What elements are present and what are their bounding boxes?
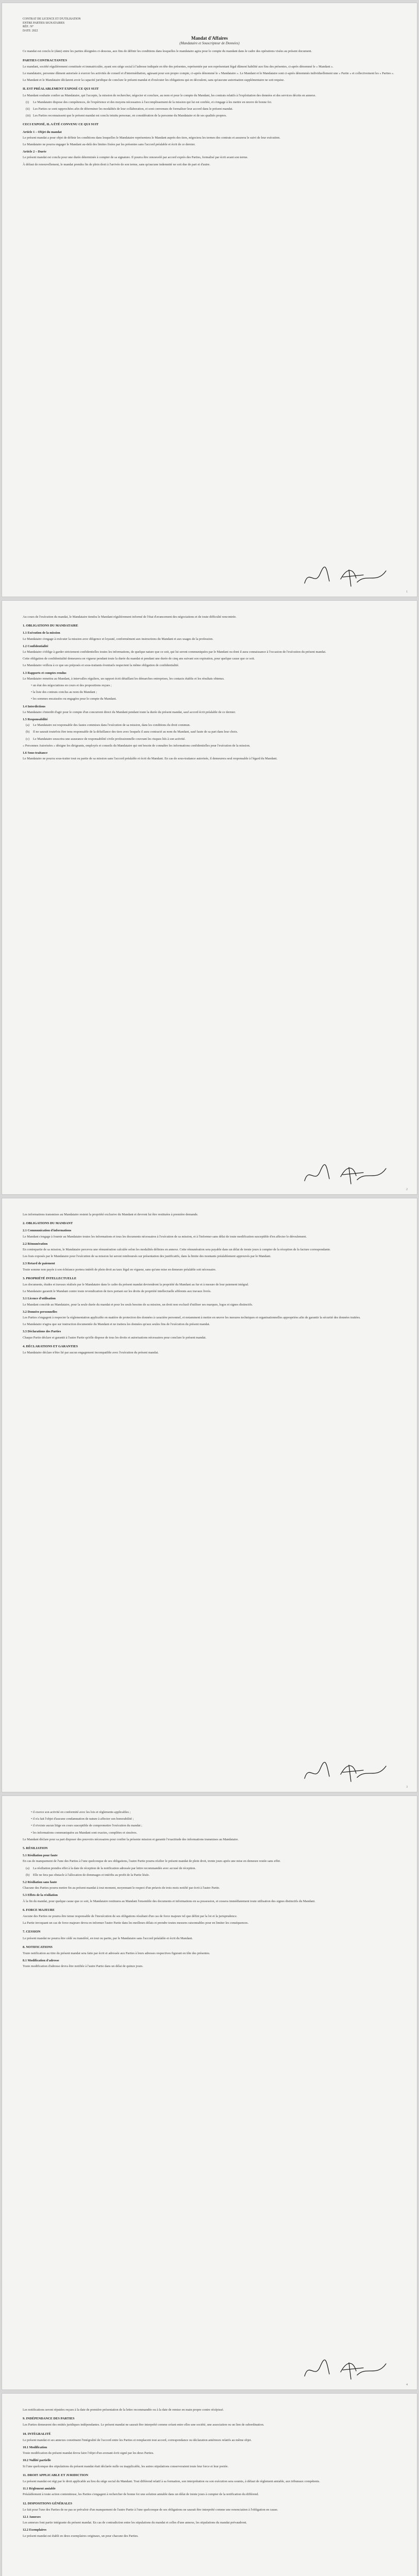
bullet-item: • il n'a fait l'objet d'aucune condamnation de nature à affecter son honorabilité ; (23, 1817, 396, 1821)
document-page-5 (2, 2394, 417, 2576)
page-2-body (23, 615, 396, 761)
paragraph: Toute notification au titre du présent mandat sera faite par écrit et adressée aux Parties à leurs adresses respectives figurant en tête des présentes. (23, 1952, 210, 1956)
initials-stroke (341, 570, 386, 586)
paragraph: Le Mandataire s'oblige à garder strictement confidentielles toutes les informations, de quelque nature que ce soit, qui lui seront communiquées par le Mandant ou dont il aura connaissance à l'occasion de l'exécution du présent mandat. (23, 650, 326, 654)
page-number: 1 (406, 590, 408, 594)
page-4-content (23, 1810, 396, 2359)
paragraph: Les notifications seront réputées reçues à la date de première présentation de la lettre recommandée ou à la date de remise en main propre contre récépissé. (23, 2408, 224, 2412)
page-number: 4 (406, 2383, 408, 2386)
header-line: ENTRE PARTIES SIGNATAIRES (23, 21, 65, 25)
section-heading: 11. DROIT APPLICABLE ET JURIDICTION (23, 2473, 89, 2477)
subsection-heading: 10.1 Modification (23, 2446, 47, 2450)
document-header (23, 18, 396, 33)
paragraph-text: Il ne saurait toutefois être tenu responsable de la défaillance des tiers avec lesquels il aura contracté au nom du Mandant, sauf faute de sa part dans leur choix. (33, 730, 238, 734)
paragraph: Le présent mandat est établi en deux exemplaires originaux, un pour chacune des Parties. (23, 2534, 139, 2538)
paragraph-text: Les Parties reconnaissent que le présent mandat est conclu intuitu personae, en considération de la personne du Mandataire et de ses qualités propres. (33, 114, 227, 118)
subsection-heading: 1.6 Sous-traitance (23, 751, 48, 755)
paragraph: Le Mandant et le Mandataire déclarent avoir la capacité juridique de conclure le présent mandat et d'exécuter les obligations qui en découlent, sans qu'aucune autorisation supplémentaire ne soit requise. (23, 78, 284, 82)
paragraph: Le présent mandat est régi par le droit applicable au lieu du siège social du Mandant. Tout différend relatif à sa formation, son interprétation ou son exécution sera soumis, à défaut de règlement amiable, aux tribunaux compétents. (23, 2480, 320, 2484)
numbered-paragraph (23, 723, 396, 727)
initials-signature (299, 1161, 392, 1187)
subsection-heading: 2.2 Rémunération (23, 1242, 48, 1246)
paragraph: Le Mandataire remettra au Mandant, à intervalles réguliers, un rapport écrit détaillant les démarches entreprises, les contacts établis et les résultats obtenus. (23, 676, 225, 681)
header-line: RÉF.: N° (23, 25, 34, 28)
paragraph: Les Parties demeurent des entités juridiques indépendantes. Le présent mandat ne saurait être interprété comme créant entre elles une société, une association ou un lien de subordination. (23, 2423, 264, 2427)
paragraph: En cas de manquement de l'une des Parties à l'une quelconque de ses obligations, l'autre Partie pourra résilier le présent mandat de plein droit, trente jours après une mise en demeure restée sans effet. (23, 1859, 281, 1863)
document-subtitle: (Mandataire et Souscripteur de Données) (179, 41, 240, 46)
subsection-heading: 1.1 Exécution de la mission (23, 631, 60, 635)
bullet-item: • les informations communiquées au Mandant sont exactes, complètes et sincères. (23, 1831, 396, 1835)
document-page-3 (2, 1198, 417, 1792)
subsection-heading: 12.1 Annexes (23, 2515, 41, 2519)
document-title: Mandat d'Affaires (191, 36, 228, 41)
initials-scrawl (299, 1759, 392, 1785)
subsection-heading: 10.2 Nullité partielle (23, 2459, 51, 2463)
page-number: 3 (406, 1786, 408, 1789)
paragraph-text: Le Mandataire est responsable des fautes commises dans l'exécution de sa mission, dans les conditions du droit commun. (33, 723, 191, 727)
bullet-item: • il exerce son activité en conformité avec les lois et règlements applicables ; (23, 1810, 396, 1815)
paragraph-label: (iii) (26, 114, 31, 118)
paragraph-label: (b) (26, 1873, 30, 1877)
initials-scrawl (299, 564, 392, 589)
paragraph: Les documents, études et travaux réalisés par le Mandataire dans le cadre du présent mandat deviendront la propriété du Mandant au fur et à mesure de leur paiement intégral. (23, 1283, 249, 1287)
paragraph: Le Mandataire déclare n'être lié par aucun engagement incompatible avec l'exécution du présent mandat. (23, 1351, 159, 1355)
paragraph-label: (ii) (26, 107, 30, 111)
paragraph: Ce mandat est conclu le (date) entre les parties désignées ci-dessous, aux fins de définir les conditions dans lesquelles le mandataire agira pour le compte du mandant dans le cadre des opérations visées au présent document. (23, 49, 312, 54)
initials-scrawl (299, 1161, 392, 1187)
subsection-heading: 5.2 Résiliation sans faute (23, 1880, 57, 1885)
paragraph-text: Le Mandataire souscrira une assurance de responsabilité civile professionnelle couvrant les risques liés à son activité. (33, 737, 186, 741)
section-heading: CECI EXPOSÉ, IL A ÉTÉ CONVENU CE QUI SUIT (23, 123, 99, 127)
numbered-paragraph (23, 737, 396, 741)
subsection-heading: 12.2 Exemplaires (23, 2528, 47, 2532)
paragraph: Toute modification d'adresse devra être notifiée à l'autre Partie dans un délai de quinze jours. (23, 1964, 143, 1969)
initials-scrawl (299, 2357, 392, 2382)
paragraph: Le Mandataire garantit le Mandant contre toute revendication de tiers portant sur les droits de propriété intellectuelle afférents aux travaux livrés. (23, 1290, 211, 1294)
bullet-item: • un état des négociations en cours et des propositions reçues ; (23, 684, 396, 688)
paragraph-label: (a) (26, 723, 29, 727)
subsection-heading: Article 2 – Durée (23, 150, 46, 154)
numbered-paragraph (23, 107, 396, 111)
paragraph: Les annexes font partie intégrante du présent mandat. En cas de contradiction entre les stipulations du mandat et celles d'une annexe, les stipulations du mandat prévaudront. (23, 2521, 247, 2525)
initials-signature (299, 2357, 392, 2382)
subsection-heading: 2.1 Communication d'informations (23, 1229, 72, 1233)
subsection-heading: 3.1 Licence d'utilisation (23, 1297, 56, 1301)
paragraph: Les informations transmises au Mandataire restent la propriété exclusive du Mandant et devront lui être restituées à première demande. (23, 1213, 198, 1216)
initials-stroke (305, 2360, 329, 2376)
paragraph: Le mandant, société régulièrement constituée et immatriculée, ayant son siège social à l'adresse indiquée en tête des présentes, représentée par son représentant légal dûment habilité aux fins des présentes, ci-après dénommé le « Mandant ». (23, 64, 333, 69)
paragraph-text: Le Mandataire dispose des compétences, de l'expérience et des moyens nécessaires à l'accomplissement de la mission qui lui est confiée, et s'engage à les mettre en œuvre de bonne foi. (33, 100, 272, 104)
section-heading: 2. OBLIGATIONS DU MANDANT (23, 1222, 73, 1226)
subsection-heading: 3.3 Déclarations des Parties (23, 1330, 61, 1334)
paragraph: Les frais exposés par le Mandataire pour l'exécution de sa mission lui seront remboursés sur présentation des justificatifs, dans la limite des montants préalablement approuvés par le Mandant. (23, 1255, 271, 1259)
paragraph: À défaut de renouvellement, le mandat prendra fin de plein droit à l'arrivée de son terme, sans qu'aucune indemnité ne soit due de part et d'autre. (23, 162, 210, 166)
paragraph-text: Les Parties se sont rapprochées afin de déterminer les modalités de leur collaboration, et sont convenues de formaliser leur accord dans le présent mandat. (33, 107, 233, 111)
paragraph: Le présent mandat a pour objet de définir les conditions dans lesquelles le Mandataire représentera le Mandant auprès des tiers, négociera les termes des contrats et assurera le suivi de leur exécution. (23, 135, 280, 140)
section-heading: 12. DISPOSITIONS GÉNÉRALES (23, 2501, 73, 2505)
subsection-heading: 3.2 Données personnelles (23, 1310, 57, 1314)
header-line: CONTRAT DE LICENCE ET D'UTILISATION (23, 18, 81, 21)
paragraph: Le Mandant s'engage à fournir au Mandataire toutes les informations et tous les documents nécessaires à l'exécution de sa mission, et à l'informer sans délai de toute modification susceptible d'en affecter le déroulement. (23, 1234, 307, 1239)
section-heading: 10. INTÉGRALITÉ (23, 2432, 51, 2436)
paragraph: Aucune des Parties ne pourra être tenue responsable de l'inexécution de ses obligations résultant d'un cas de force majeure tel que défini par la loi et la jurisprudence. (23, 1914, 238, 1919)
page-5-content (23, 2408, 396, 2576)
paragraph: « Personnes Autorisées » désigne les dirigeants, employés et conseils du Mandataire qui ont besoin de connaître les informations confidentielles pour l'exécution de la mission. (23, 743, 250, 748)
page-5-body (23, 2408, 396, 2538)
page-3-content (23, 1213, 396, 1761)
subsection-heading: 8.1 Modification d'adresse (23, 1959, 59, 1963)
subsection-heading: 2.3 Retard de paiement (23, 1262, 55, 1266)
initials-signature (299, 1759, 392, 1785)
numbered-paragraph (23, 114, 396, 118)
paragraph: À la fin du mandat, pour quelque cause que ce soit, le Mandataire restituera au Mandant l'ensemble des documents et informations en sa possession, et cessera immédiatement toute utilisation des signes distinctifs du Mandant. (23, 1899, 315, 1903)
paragraph: Le Mandataire s'interdit d'agir pour le compte d'un concurrent direct du Mandant pendant toute la durée du présent mandat, sauf accord écrit préalable de ce dernier. (23, 710, 236, 714)
initials-signature (299, 564, 392, 589)
paragraph: Chacune des Parties pourra mettre fin au présent mandat à tout moment, moyennant le respect d'un préavis de trois mois notifié par écrit à l'autre Partie. (23, 1886, 220, 1890)
section-heading: IL EST PRÉALABLEMENT EXPOSÉ CE QUI SUIT (23, 87, 99, 91)
paragraph: Le présent mandat est conclu pour une durée déterminée à compter de sa signature. Il pourra être renouvelé par accord exprès des Parties, formalisé par écrit avant son terme. (23, 156, 248, 160)
paragraph: Toute modification du présent mandat devra faire l'objet d'un avenant écrit signé par les deux Parties. (23, 2451, 154, 2455)
paragraph: Le Mandataire s'engage à exécuter la mission avec diligence et loyauté, conformément aux instructions du Mandant et aux usages de la profession. (23, 637, 213, 641)
paragraph: Le présent mandat ne pourra être cédé ou transféré, en tout ou partie, par le Mandataire sans l'accord préalable et écrit du Mandant. (23, 1936, 193, 1940)
section-heading: 6. FORCE MAJEURE (23, 1908, 55, 1912)
section-heading: 8. NOTIFICATIONS (23, 1945, 53, 1949)
paragraph: Le Mandant concède au Mandataire, pour la seule durée du mandat et pour les seuls besoins de sa mission, un droit non exclusif d'utiliser ses marques, logos et signes distinctifs. (23, 1302, 253, 1307)
paragraph-text: La résiliation prendra effet à la date de réception de la notification adressée par lettre recommandée avec accusé de réception. (33, 1866, 196, 1870)
bullet-item: • les sommes encaissées ou engagées pour le compte du Mandant. (23, 697, 396, 701)
initials-stroke (305, 1164, 329, 1181)
section-heading: 1. OBLIGATIONS DU MANDATAIRE (23, 624, 78, 628)
paragraph: Les Parties s'engagent à respecter la réglementation applicable en matière de protection des données à caractère personnel, et notamment à mettre en œuvre les mesures techniques et organisationnelles appropriées afin de garantir la sécurité des données traitées. (23, 1316, 361, 1320)
section-heading: 7. CESSION (23, 1930, 41, 1934)
paragraph: Le mandataire, personne dûment autorisée à exercer les activités de conseil et d'intermédiation, agissant pour son propre compte, ci-après dénommé le « Mandataire ». Le Mandant et le Mandataire sont ci-après dénommés individuellement une « Partie » et collectivement les « Parties ». (23, 72, 394, 76)
paragraph: Si l'une quelconque des stipulations du présent mandat était déclarée nulle ou inapplicable, les autres stipulations conserveraient toute leur force et leur portée. (23, 2464, 229, 2468)
paragraph-text: Elle ne fera pas obstacle à l'allocation de dommages et intérêts au profit de la Partie lésée. (33, 1873, 150, 1877)
section-heading: 5. RÉSILIATION (23, 1846, 48, 1851)
paragraph: Le fait pour l'une des Parties de ne pas se prévaloir d'un manquement de l'autre Partie à l'une quelconque de ses obligations ne saurait être interprété comme une renonciation à l'obligation en cause. (23, 2507, 278, 2512)
paragraph: Le Mandataire veillera à ce que ses préposés et sous-traitants éventuels respectent la même obligation de confidentialité. (23, 664, 179, 668)
section-heading: 9. INDÉPENDANCE DES PARTIES (23, 2417, 75, 2421)
document-page-4 (2, 1796, 417, 2389)
paragraph: Le Mandataire n'agira que sur instruction documentée du Mandant et ne traitera les données qu'aux seules fins de l'exécution du présent mandat. (23, 1323, 210, 1327)
paragraph: Au cours de l'exécution du mandat, le Mandataire tiendra le Mandant régulièrement informé de l'état d'avancement des négociations et de toute difficulté rencontrée. (23, 615, 237, 619)
document-page-2 (2, 601, 417, 1194)
paragraph: Chaque Partie déclare et garantit à l'autre Partie qu'elle dispose de tous les droits et autorisations nécessaires pour conclure le présent mandat. (23, 1335, 207, 1340)
document-page-1 (2, 3, 417, 597)
numbered-paragraph (23, 100, 396, 105)
paragraph: Le Mandataire ne pourra sous-traiter tout ou partie de sa mission sans l'accord préalable et écrit du Mandant. En cas de sous-traitance autorisée, il demeurera seul responsable à l'égard du Mandant. (23, 757, 278, 761)
page-1-body (23, 49, 396, 166)
page-3-body (23, 1213, 396, 1355)
bullet-item: • la liste des contrats conclus au nom du Mandant ; (23, 690, 396, 694)
paragraph: En contrepartie de sa mission, le Mandataire percevra une rémunération calculée selon les modalités définies en annexe. Cette rémunération sera payable dans un délai de trente jours à compter de la réception de la facture correspondante. (23, 1248, 331, 1252)
numbered-paragraph (23, 730, 396, 734)
paragraph-label: (b) (26, 730, 30, 734)
subsection-heading: Article 1 – Objet du mandat (23, 130, 62, 134)
paragraph: Toute somme non payée à son échéance portera intérêt de plein droit au taux légal en vigueur, sans qu'une mise en demeure préalable soit nécessaire. (23, 1267, 216, 1272)
paragraph: Préalablement à toute action contentieuse, les Parties s'engagent à rechercher de bonne foi une solution amiable dans un délai de trente jours à compter de la notification du différend. (23, 2493, 259, 2497)
page-1-content (23, 18, 396, 566)
initials-stroke (341, 1167, 386, 1184)
subsection-heading: 1.3 Rapports et comptes rendus (23, 671, 66, 675)
paragraph: Le Mandant souhaite confier au Mandataire, qui l'accepte, la mission de rechercher, négocier et conclure, au nom et pour le compte du Mandant, les contrats relatifs à l'exploitation des données et des services décrits en annexe. (23, 93, 316, 97)
subsection-heading: 5.1 Résiliation pour faute (23, 1854, 58, 1858)
numbered-paragraph (23, 1867, 396, 1871)
paragraph: Le Mandant déclare pour sa part disposer des pouvoirs nécessaires pour confier la présente mission et garantir l'exactitude des informations transmises au Mandataire. (23, 1837, 239, 1841)
numbered-paragraph (23, 1873, 396, 1877)
paragraph: Le présent mandat et ses annexes constituent l'intégralité de l'accord entre les Parties et remplacent tout accord, correspondance ou déclaration antérieurs relatifs au même objet. (23, 2438, 252, 2442)
initials-stroke (305, 567, 329, 583)
page-4-body (23, 1810, 396, 1969)
paragraph: Le Mandataire ne pourra engager le Mandant au-delà des limites fixées par les présentes sans l'accord préalable et écrit de ce dernier. (23, 143, 196, 147)
page-2-content (23, 615, 396, 1163)
subsection-heading: 5.3 Effets de la résiliation (23, 1893, 58, 1897)
header-line: DATE: 2022 (23, 29, 38, 32)
section-heading: PARTIES CONTRACTANTES (23, 58, 68, 62)
paragraph: Cette obligation de confidentialité demeurera en vigueur pendant toute la durée du mandat et pendant une durée de cinq ans suivant son expiration, pour quelque cause que ce soit. (23, 657, 255, 661)
initials-stroke (305, 1762, 329, 1778)
paragraph-label: (i) (26, 100, 29, 104)
section-heading: 4. DÉCLARATIONS ET GARANTIES (23, 1344, 78, 1348)
subsection-heading: 11.1 Règlement amiable (23, 2487, 56, 2491)
subsection-heading: 1.2 Confidentialité (23, 644, 48, 648)
paragraph-label: (c) (26, 737, 29, 741)
paragraph: La Partie invoquant un cas de force majeure devra en informer l'autre Partie dans les meilleurs délais et prendre toutes mesures raisonnables pour en limiter les conséquences. (23, 1921, 249, 1925)
paragraph-label: (a) (26, 1866, 29, 1870)
initials-stroke (341, 1765, 386, 1782)
section-heading: 3. PROPRIÉTÉ INTELLECTUELLE (23, 1276, 77, 1280)
initials-stroke (341, 2363, 386, 2379)
page-number: 2 (406, 1188, 408, 1191)
bullet-item: • il n'existe aucun litige en cours susceptible de compromettre l'exécution du mandat ; (23, 1824, 396, 1828)
subsection-heading: 1.5 Responsabilité (23, 718, 48, 722)
subsection-heading: 1.4 Interdictions (23, 704, 46, 708)
